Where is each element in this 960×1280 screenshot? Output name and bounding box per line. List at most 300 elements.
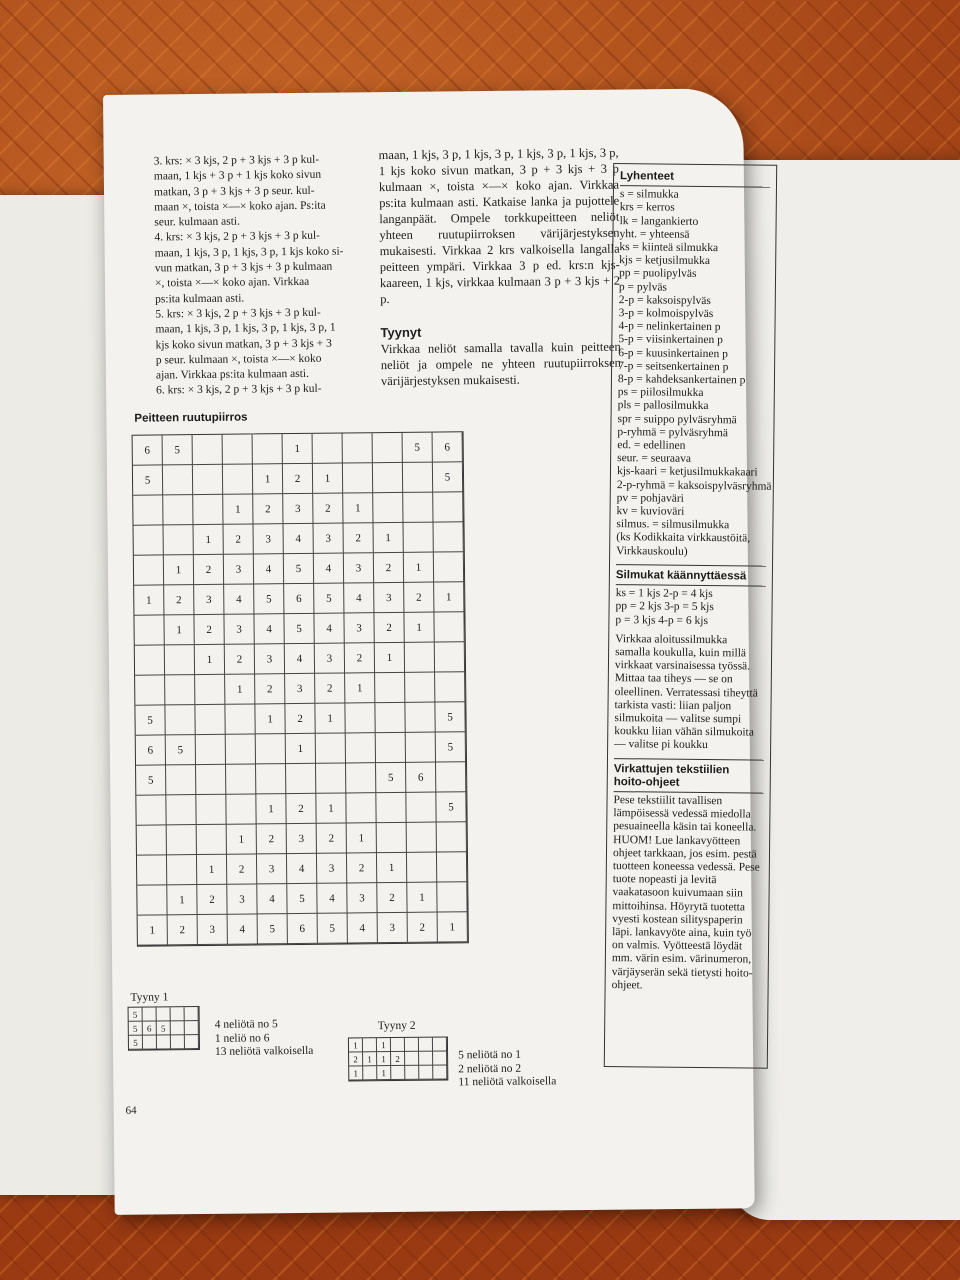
grid-cell: 3 bbox=[224, 614, 254, 644]
abbreviation-item: 6-p = kuusinkertainen p bbox=[618, 346, 728, 360]
grid-cell bbox=[135, 645, 165, 675]
abbreviation-item: spr = suippo pylväsryhmä bbox=[617, 412, 737, 427]
grid-cell: 3 bbox=[194, 585, 224, 615]
text-line: kjs koko sivun matkan, 3 p + 3 kjs + 3 bbox=[155, 337, 332, 352]
grid-cell bbox=[373, 493, 403, 523]
grid-cell: 2 bbox=[164, 585, 194, 615]
grid-cell: 2 bbox=[374, 553, 404, 583]
grid-cell bbox=[363, 1038, 377, 1052]
grid-cell bbox=[343, 433, 373, 463]
grid-cell: 4 bbox=[254, 554, 284, 584]
grid-cell bbox=[373, 463, 403, 493]
grid-cell: 1 bbox=[195, 645, 225, 675]
legend-line: 13 neliötä valkoisella bbox=[214, 1044, 314, 1058]
grid-cell bbox=[391, 1038, 405, 1052]
abbreviation-item: ed. = edellinen bbox=[617, 439, 686, 452]
grid-cell bbox=[136, 795, 166, 825]
grid-cell: 5 bbox=[435, 702, 465, 732]
grid-cell bbox=[346, 733, 376, 763]
grid-cell bbox=[196, 795, 226, 825]
grid-cell bbox=[377, 823, 407, 853]
grid-cell: 2 bbox=[408, 913, 438, 943]
grid-cell: 4 bbox=[348, 913, 378, 943]
grid-cell bbox=[419, 1038, 433, 1052]
tyyny1-legend bbox=[215, 1018, 314, 1060]
abbreviation-item: pp = puolipylväs bbox=[619, 267, 697, 281]
grid-cell bbox=[405, 1052, 419, 1066]
section-title: Silmukat käännyttäessä bbox=[616, 569, 766, 587]
grid-cell: 1 bbox=[438, 912, 468, 942]
grid-cell bbox=[137, 825, 167, 855]
grid-cell: 4 bbox=[228, 914, 258, 944]
grid-cell bbox=[157, 1007, 171, 1021]
grid-cell bbox=[143, 1007, 157, 1021]
grid-cell: 2 bbox=[225, 644, 255, 674]
grid-cell bbox=[256, 734, 286, 764]
grid-cell: 1 bbox=[377, 853, 407, 883]
grid-cell: 2 bbox=[224, 524, 254, 554]
grid-cell: 3 bbox=[287, 824, 317, 854]
grid-cell: 5 bbox=[436, 732, 466, 762]
grid-cell: 1 bbox=[377, 1038, 391, 1052]
grid-cell bbox=[346, 763, 376, 793]
grid-cell: 5 bbox=[314, 584, 344, 614]
grid-cell bbox=[133, 495, 163, 525]
grid-cell: 1 bbox=[225, 674, 255, 704]
grid-cell: 1 bbox=[377, 1066, 391, 1080]
abbreviation-item: pp = 2 kjs 3-p = 5 kjs bbox=[615, 600, 714, 614]
abbreviation-item: Virkkauskoulu) bbox=[616, 544, 688, 558]
grid-cell bbox=[286, 764, 316, 794]
text-line: 3. krs: × 3 kjs, 2 p + 3 kjs + 3 p kul- bbox=[153, 153, 320, 168]
grid-cell: 1 bbox=[256, 794, 286, 824]
grid-cell: 6 bbox=[288, 914, 318, 944]
instructions-left-column bbox=[154, 152, 367, 399]
grid-cell bbox=[193, 435, 223, 465]
grid-cell: 1 bbox=[404, 613, 434, 643]
section-title: Virkattujen tekstiilien hoito-ohjeet bbox=[614, 763, 764, 794]
grid-cell: 2 bbox=[313, 494, 343, 524]
abbreviation-item: 4-p = nelinkertainen p bbox=[618, 320, 721, 334]
grid-cell bbox=[391, 1066, 405, 1080]
grid-cell: 5 bbox=[133, 465, 163, 495]
grid-cell: 2 bbox=[197, 885, 227, 915]
grid-cell bbox=[166, 795, 196, 825]
grid-cell: 2 bbox=[347, 853, 377, 883]
grid-cell: 5 bbox=[287, 884, 317, 914]
grid-cell: 2 bbox=[344, 523, 374, 553]
grid-cell bbox=[437, 882, 467, 912]
grid-cell: 5 bbox=[376, 763, 406, 793]
grid-cell bbox=[433, 522, 463, 552]
grid-cell: 6 bbox=[143, 1021, 157, 1035]
grid-cell: 2 bbox=[283, 464, 313, 494]
blanket-chart-grid bbox=[132, 431, 469, 946]
grid-cell: 2 bbox=[345, 643, 375, 673]
abbreviation-item: kjs = ketjusilmukka bbox=[619, 254, 711, 268]
abbreviation-item: kv = kuvioväri bbox=[616, 505, 685, 518]
abbreviation-item: ps = piilosilmukka bbox=[617, 386, 704, 400]
grid-cell: 5 bbox=[135, 705, 165, 735]
grid-cell bbox=[405, 643, 435, 673]
grid-cell: 1 bbox=[223, 494, 253, 524]
grid-cell: 3 bbox=[224, 554, 254, 584]
abbreviation-item: silmus. = silmusilmukka bbox=[616, 518, 730, 532]
grid-cell bbox=[196, 765, 226, 795]
abbreviations-title: Lyhenteet bbox=[620, 170, 770, 188]
grid-cell: 4 bbox=[254, 614, 284, 644]
grid-cell: 2 bbox=[374, 613, 404, 643]
abbreviation-item: krs = kerros bbox=[619, 201, 675, 215]
grid-cell: 6 bbox=[433, 432, 463, 462]
grid-cell: 1 bbox=[138, 915, 168, 945]
grid-cell bbox=[437, 822, 467, 852]
grid-cell: 4 bbox=[285, 644, 315, 674]
abbreviation-item: p-ryhmä = pylväsryhmä bbox=[617, 425, 729, 440]
grid-cell: 2 bbox=[391, 1052, 405, 1066]
grid-cell: 1 bbox=[255, 704, 285, 734]
grid-cell bbox=[376, 793, 406, 823]
grid-cell bbox=[346, 793, 376, 823]
grid-cell: 1 bbox=[434, 582, 464, 612]
grid-cell: 1 bbox=[373, 523, 403, 553]
grid-cell bbox=[343, 463, 373, 493]
grid-cell: 1 bbox=[347, 823, 377, 853]
grid-cell bbox=[171, 1035, 185, 1049]
grid-cell: 5 bbox=[136, 765, 166, 795]
grid-cell bbox=[433, 1037, 447, 1051]
page-number: 64 bbox=[125, 1104, 137, 1117]
grid-cell: 2 bbox=[285, 704, 315, 734]
grid-cell: 2 bbox=[404, 583, 434, 613]
section-heading-tyynyt: Tyynyt bbox=[380, 324, 422, 341]
grid-cell bbox=[185, 1007, 199, 1021]
grid-cell bbox=[143, 1035, 157, 1049]
grid-cell bbox=[363, 1066, 377, 1080]
grid-cell: 4 bbox=[284, 524, 314, 554]
legend-line: 5 neliötä no 1 bbox=[458, 1048, 522, 1062]
grid-cell: 5 bbox=[436, 792, 466, 822]
abbreviation-item: ks = 1 kjs 2-p = 4 kjs bbox=[615, 587, 713, 601]
abbreviation-item: 8-p = kahdeksankertainen p bbox=[617, 373, 746, 387]
grid-cell: 4 bbox=[224, 584, 254, 614]
grid-cell bbox=[437, 852, 467, 882]
text-line: maan, 1 kjs, 3 p, 1 kjs, 3 p, 1 kjs koko si- bbox=[154, 245, 344, 260]
grid-cell bbox=[435, 642, 465, 672]
paragraph: maan, 1 kjs, 3 p, 1 kjs, 3 p, 1 kjs, 3 p, 1 kjs, 3 p, 1 kjs koko sivun matkan, 3 p + 3 kjs + 3 p kulmaan ×, toista ×—× koko ajan. Virkkaa ps:ita kulmaan asti. Katkaise lanka ja pujottele langanpäät. Ompele torkkupeitteen neliöt yhteen ruutupiirroksen värijärjestyksen mukaisesti. Virkkaa 2 krs valkoisella langalla peitteen ympäri. Virkkaa 3 p ed. krs:n kjs-kaareen, 1 kjs, virkkaa kulmaan 3 p + 3 kjs + 2 p. bbox=[378, 145, 621, 307]
grid-cell bbox=[419, 1052, 433, 1066]
paragraph: Virkkaa neliöt samalla tavalla kuin peitteen neliöt ja ompele ne yhteen ruutupiirroksen värijärjestyksen mukaisesti. bbox=[380, 339, 621, 389]
grid-cell: 1 bbox=[345, 673, 375, 703]
grid-cell bbox=[196, 735, 226, 765]
text-line: maan ×, toista ×—× koko ajan. Ps:ita bbox=[154, 199, 326, 214]
grid-cell: 1 bbox=[343, 493, 373, 523]
grid-cell: 6 bbox=[406, 763, 436, 793]
abbreviation-item: s = silmukka bbox=[619, 188, 679, 201]
grid-cell bbox=[345, 703, 375, 733]
grid-cell bbox=[403, 493, 433, 523]
grid-cell bbox=[157, 1035, 171, 1049]
grid-cell: 5 bbox=[258, 914, 288, 944]
grid-cell bbox=[165, 705, 195, 735]
grid-cell: 4 bbox=[314, 614, 344, 644]
grid-cell bbox=[165, 675, 195, 705]
grid-cell: 3 bbox=[198, 915, 228, 945]
abbreviation-item: lk = langankierto bbox=[619, 214, 699, 228]
legend-line: 11 neliötä valkoisella bbox=[458, 1075, 557, 1089]
grid-cell: 6 bbox=[284, 584, 314, 614]
grid-cell: 1 bbox=[363, 1052, 377, 1066]
grid-cell: 1 bbox=[313, 464, 343, 494]
grid-cell: 4 bbox=[344, 583, 374, 613]
grid-cell bbox=[223, 434, 253, 464]
grid-cell bbox=[313, 434, 343, 464]
grid-cell bbox=[316, 733, 346, 763]
abbreviation-item: seur. = seuraava bbox=[617, 452, 692, 466]
grid-cell: 5 bbox=[403, 433, 433, 463]
grid-cell bbox=[376, 733, 406, 763]
grid-cell bbox=[195, 675, 225, 705]
grid-cell bbox=[406, 793, 436, 823]
grid-cell bbox=[226, 794, 256, 824]
grid-cell: 3 bbox=[344, 553, 374, 583]
grid-cell: 2 bbox=[286, 794, 316, 824]
grid-cell bbox=[193, 465, 223, 495]
grid-cell: 1 bbox=[167, 885, 197, 915]
grid-cell bbox=[163, 495, 193, 525]
grid-cell: 2 bbox=[255, 674, 285, 704]
abbreviation-item: yht. = yhteensä bbox=[619, 227, 690, 241]
grid-cell bbox=[403, 463, 433, 493]
text-line: maan, 1 kjs, 3 p, 1 kjs, 3 p, 1 kjs, 3 p, 1 bbox=[155, 321, 336, 336]
grid-cell: 1 bbox=[283, 434, 313, 464]
grid-cell bbox=[185, 1021, 199, 1035]
grid-cell: 2 bbox=[377, 883, 407, 913]
grid-cell bbox=[373, 433, 403, 463]
grid-cell: 5 bbox=[254, 584, 284, 614]
grid-cell: 4 bbox=[314, 554, 344, 584]
grid-cell: 5 bbox=[433, 462, 463, 492]
abbreviation-item: 5-p = viisinkertainen p bbox=[618, 333, 723, 347]
grid-cell: 5 bbox=[129, 1022, 143, 1036]
care-paragraph: Pese tekstiilit tavallisen lämpöisessä vedessä miedolla pesuaineella käsin tai koneella. HUOM! Lue lankavyötteen ohjeet tarkkaan, jos esim. pestä tuotteen koneessa vedessä. Pese tuote nopeasti ja levitä vaakatasoon kuivumaan siin mittoihinsa. Höyrytä tuotetta vyesti kostean silityspaperin läpi. lankavyöte aina, kuin työ on valmis. Vyötteestä löydät mm. värin esim. värinumeron, värjäyserän sekä tietysti hoito-ohjeet. bbox=[611, 794, 760, 992]
tyyny1-title: Tyyny 1 bbox=[130, 991, 169, 1004]
grid-cell bbox=[195, 705, 225, 735]
grid-cell bbox=[436, 762, 466, 792]
grid-cell: 1 bbox=[134, 585, 164, 615]
grid-cell: 5 bbox=[284, 614, 314, 644]
grid-cell bbox=[433, 492, 463, 522]
grid-cell: 3 bbox=[285, 674, 315, 704]
grid-cell bbox=[405, 1066, 419, 1080]
grid-cell bbox=[137, 885, 167, 915]
grid-cell: 2 bbox=[194, 615, 224, 645]
grid-cell bbox=[435, 672, 465, 702]
grid-cell: 3 bbox=[283, 494, 313, 524]
grid-title: Peitteen ruutupiirros bbox=[134, 411, 248, 425]
grid-cell bbox=[375, 673, 405, 703]
grid-cell: 1 bbox=[286, 734, 316, 764]
grid-cell bbox=[434, 612, 464, 642]
grid-cell bbox=[403, 523, 433, 553]
grid-cell: 2 bbox=[227, 854, 257, 884]
grid-cell: 2 bbox=[315, 673, 345, 703]
text-line: seur. kulmaan asti. bbox=[154, 215, 240, 229]
abbreviation-item: 2-p = kaksoispylväs bbox=[618, 293, 711, 307]
grid-cell bbox=[434, 552, 464, 582]
book-page bbox=[103, 88, 772, 1215]
legend-line: 4 neliötä no 5 bbox=[214, 1018, 278, 1031]
grid-cell: 3 bbox=[314, 524, 344, 554]
grid-cell: 5 bbox=[129, 1036, 143, 1050]
text-line: 5. krs: × 3 kjs, 2 p + 3 kjs + 3 p kul- bbox=[155, 306, 321, 321]
grid-cell: 3 bbox=[344, 613, 374, 643]
grid-cell: 1 bbox=[227, 824, 257, 854]
grid-cell bbox=[226, 764, 256, 794]
grid-cell bbox=[253, 434, 283, 464]
grid-cell: 5 bbox=[163, 435, 193, 465]
grid-cell bbox=[137, 855, 167, 885]
grid-cell: 5 bbox=[157, 1021, 171, 1035]
grid-cell bbox=[405, 703, 435, 733]
grid-cell: 3 bbox=[315, 643, 345, 673]
grid-cell: 1 bbox=[349, 1038, 363, 1052]
grid-cell: 6 bbox=[136, 735, 166, 765]
grid-cell: 5 bbox=[166, 735, 196, 765]
abbreviation-item: (ks Kodikkaita virkkaustöitä, bbox=[616, 531, 751, 545]
grid-cell: 3 bbox=[317, 853, 347, 883]
grid-cell: 5 bbox=[318, 913, 348, 943]
grid-cell bbox=[433, 1051, 447, 1065]
gauge-paragraph: Virkkaa aloitussilmukka samalla koukulla, kuin millä virkkaat varsinaisessa työssä. Mittaa taa tiheys — se on oleellinen. Verratessasi tiheyttä tarkista vasti: liian paljon silmukoita — valitse sumpi koukku liian vähän silmukoita — valitse pi koukku bbox=[614, 632, 758, 752]
abbreviations-box bbox=[604, 163, 777, 1069]
grid-cell bbox=[256, 764, 286, 794]
text-line: ×, toista ×—× koko ajan. Virkkaa bbox=[154, 276, 310, 290]
legend-line: 1 neliö no 6 bbox=[214, 1031, 270, 1045]
grid-cell bbox=[167, 855, 197, 885]
grid-cell bbox=[193, 495, 223, 525]
grid-cell bbox=[167, 825, 197, 855]
grid-cell: 1 bbox=[407, 883, 437, 913]
grid-cell bbox=[226, 734, 256, 764]
grid-cell bbox=[419, 1066, 433, 1080]
grid-cell: 1 bbox=[349, 1066, 363, 1080]
grid-cell bbox=[135, 675, 165, 705]
abbreviation-item: p = pylväs bbox=[618, 280, 668, 294]
grid-cell: 1 bbox=[164, 555, 194, 585]
grid-cell bbox=[223, 464, 253, 494]
grid-cell: 1 bbox=[404, 553, 434, 583]
grid-cell: 5 bbox=[129, 1008, 143, 1022]
grid-cell bbox=[163, 465, 193, 495]
grid-cell bbox=[406, 733, 436, 763]
grid-cell: 3 bbox=[257, 854, 287, 884]
grid-cell: 3 bbox=[254, 524, 284, 554]
grid-cell: 2 bbox=[194, 555, 224, 585]
grid-cell bbox=[197, 825, 227, 855]
tyyny2-grid bbox=[348, 1036, 448, 1081]
grid-cell: 2 bbox=[317, 823, 347, 853]
abbreviations-list bbox=[616, 188, 770, 559]
grid-cell bbox=[165, 645, 195, 675]
grid-cell bbox=[185, 1035, 199, 1049]
grid-cell: 3 bbox=[378, 913, 408, 943]
grid-cell bbox=[164, 525, 194, 555]
text-line: 4. krs: × 3 kjs, 2 p + 3 kjs + 3 p kul- bbox=[154, 230, 321, 244]
grid-cell: 1 bbox=[377, 1052, 391, 1066]
grid-cell: 1 bbox=[375, 643, 405, 673]
grid-cell: 5 bbox=[284, 554, 314, 584]
grid-cell: 2 bbox=[257, 824, 287, 854]
tyyny1-grid bbox=[128, 1006, 200, 1051]
grid-cell: 3 bbox=[255, 644, 285, 674]
grid-cell bbox=[375, 703, 405, 733]
grid-cell: 1 bbox=[253, 464, 283, 494]
grid-cell bbox=[171, 1021, 185, 1035]
grid-cell bbox=[316, 763, 346, 793]
grid-cell: 4 bbox=[317, 883, 347, 913]
abbreviation-item: 3-p = kolmoispylväs bbox=[618, 307, 714, 321]
grid-cell: 1 bbox=[164, 615, 194, 645]
grid-cell bbox=[134, 555, 164, 585]
grid-cell bbox=[166, 765, 196, 795]
abbreviation-item: p = 3 kjs 4-p = 6 kjs bbox=[615, 613, 709, 627]
grid-cell bbox=[225, 704, 255, 734]
abbreviation-item: 7-p = seitsenkertainen p bbox=[618, 359, 729, 374]
text-line: ajan. Virkkaa ps:ita kulmaan asti. bbox=[155, 368, 310, 382]
grid-cell bbox=[407, 823, 437, 853]
grid-cell: 2 bbox=[253, 494, 283, 524]
grid-cell: 2 bbox=[168, 915, 198, 945]
legend-line: 2 neliötä no 2 bbox=[458, 1062, 522, 1075]
grid-cell: 3 bbox=[227, 884, 257, 914]
grid-cell: 2 bbox=[349, 1052, 363, 1066]
grid-cell: 3 bbox=[347, 883, 377, 913]
grid-cell: 1 bbox=[315, 703, 345, 733]
grid-cell bbox=[405, 673, 435, 703]
background-book-page-left bbox=[0, 195, 120, 1195]
text-line: p seur. kulmaan ×, toista ×—× koko bbox=[155, 352, 322, 367]
grid-cell bbox=[134, 615, 164, 645]
text-line: 6. krs: × 3 kjs, 2 p + 3 kjs + 3 p kul- bbox=[156, 383, 322, 397]
grid-cell: 1 bbox=[316, 793, 346, 823]
text-line: vun matkan, 3 p + 3 kjs + 3 p kulmaan bbox=[154, 260, 333, 275]
grid-cell bbox=[405, 1038, 419, 1052]
grid-cell bbox=[134, 525, 164, 555]
grid-cell: 4 bbox=[257, 884, 287, 914]
grid-cell: 4 bbox=[287, 854, 317, 884]
abbreviation-item: 2-p-ryhmä = kaksoispylväsryhmä bbox=[616, 478, 772, 493]
tyyny2-title: Tyyny 2 bbox=[377, 1019, 416, 1033]
grid-cell: 1 bbox=[194, 525, 224, 555]
instructions-middle-column bbox=[379, 145, 622, 389]
abbreviation-item: pls = pallosilmukka bbox=[617, 399, 709, 413]
grid-cell: 1 bbox=[197, 855, 227, 885]
tyyny2-legend bbox=[458, 1048, 556, 1090]
abbreviation-item: ks = kiinteä silmukka bbox=[619, 241, 719, 255]
abbreviation-item: pv = pohjaväri bbox=[616, 491, 684, 505]
grid-cell: 6 bbox=[133, 435, 163, 465]
grid-cell bbox=[171, 1007, 185, 1021]
text-line: ps:ita kulmaan asti. bbox=[155, 292, 245, 306]
grid-cell bbox=[433, 1065, 447, 1079]
text-line: matkan, 3 p + 3 kjs + 3 p seur. kul- bbox=[153, 184, 315, 199]
grid-cell bbox=[407, 853, 437, 883]
text-line: maan, 1 kjs + 3 p + 1 kjs koko sivun bbox=[153, 169, 322, 183]
turning-stitches-list bbox=[615, 587, 765, 628]
grid-cell: 3 bbox=[374, 583, 404, 613]
abbreviation-item: kjs-kaari = ketjusilmukkakaari bbox=[616, 465, 758, 480]
